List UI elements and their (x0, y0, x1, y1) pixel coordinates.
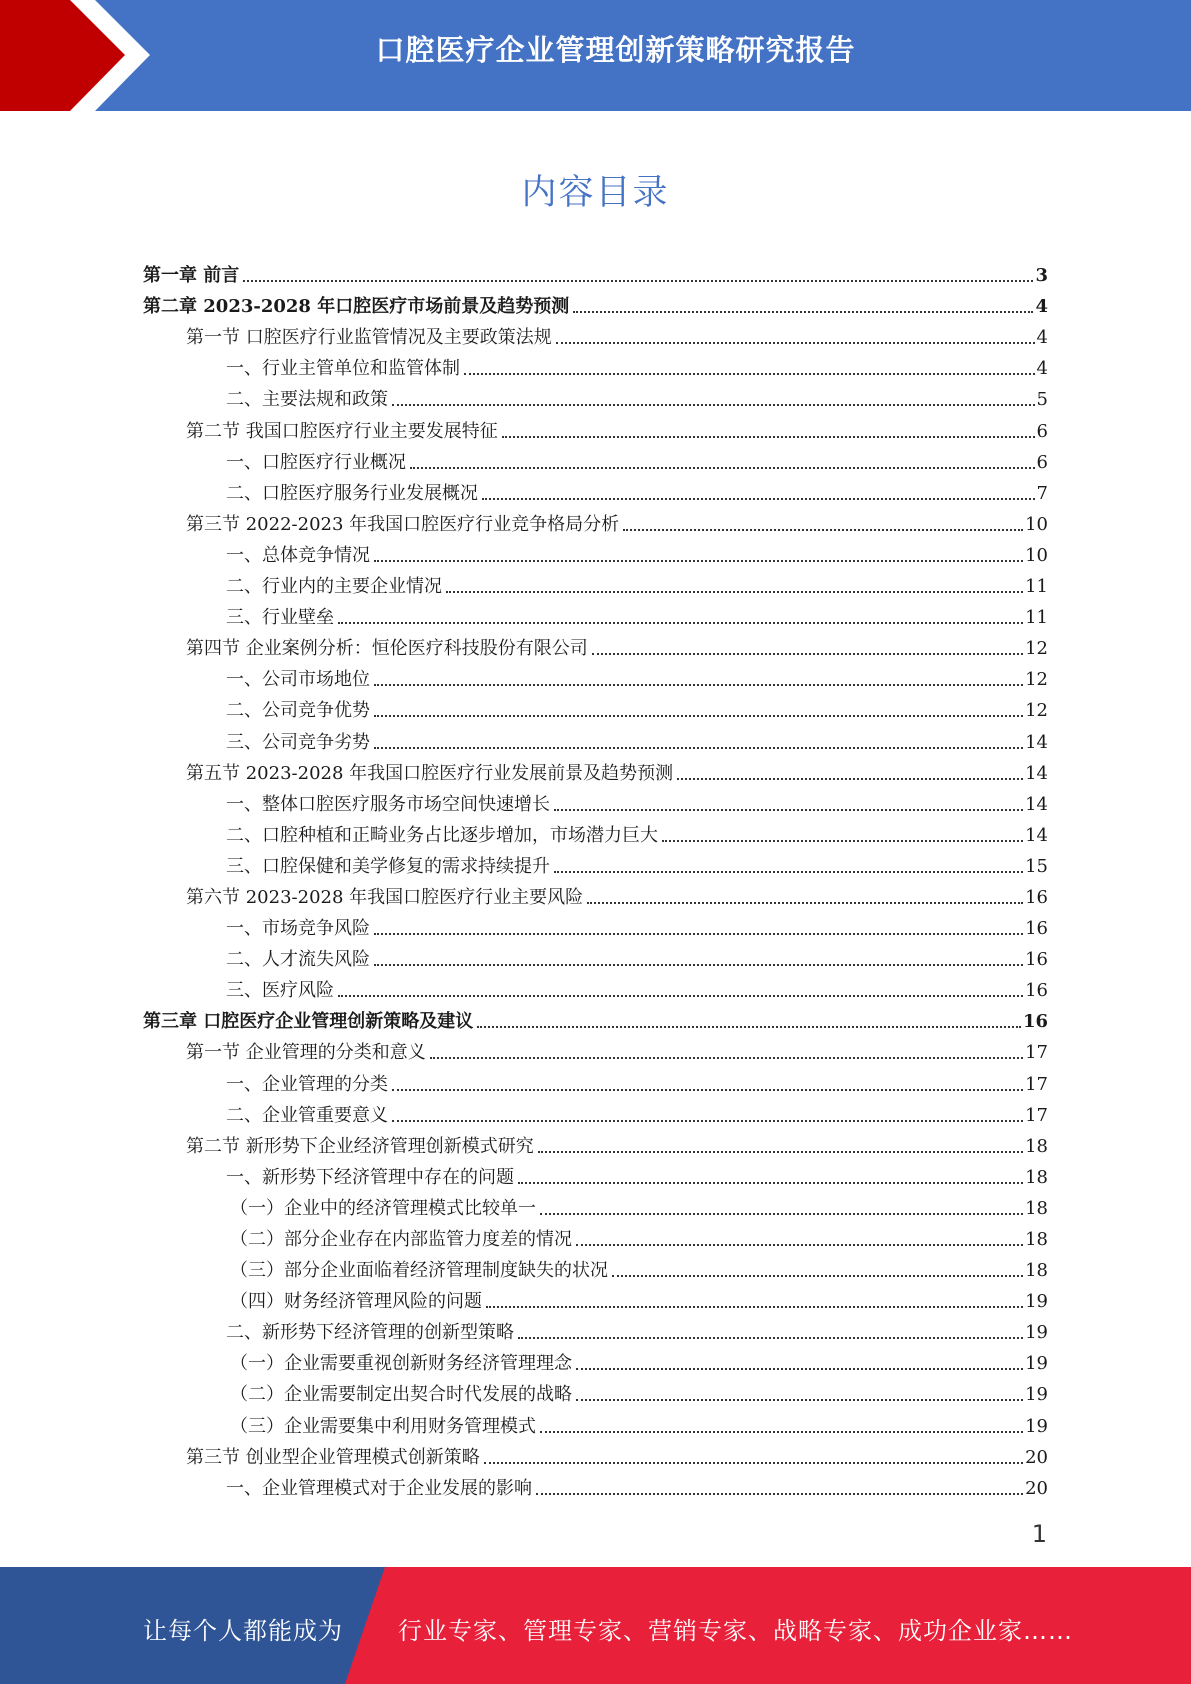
toc-dot-leader (518, 1182, 1023, 1184)
toc-entry[interactable] (0, 1282, 1191, 1313)
toc-entry-page: 4 (1036, 327, 1048, 349)
toc-entry-page: 4 (1036, 358, 1048, 380)
toc-entry-title: 二、行业内的主要企业情况 (226, 576, 442, 598)
toc-entry[interactable] (0, 1251, 1191, 1282)
toc-entry-title: 第一节 口腔医疗行业监管情况及主要政策法规 (186, 327, 552, 349)
toc-entry-page: 16 (1025, 886, 1048, 908)
toc-dot-leader (477, 1026, 1021, 1028)
toc-dot-leader (374, 684, 1023, 686)
footer-slogan-left: 让每个人都能成为 (143, 1617, 343, 1645)
toc-entry-page: 19 (1025, 1291, 1048, 1313)
toc-entry-title: 第三节 创业型企业管理模式创新策略 (186, 1446, 480, 1468)
toc-dot-leader (464, 373, 1035, 375)
toc-entry-title: 二、企业管重要意义 (226, 1104, 388, 1126)
toc-entry[interactable] (0, 1064, 1191, 1095)
toc-entry-page: 3 (1035, 265, 1048, 287)
toc-dot-leader (392, 404, 1035, 406)
toc-entry-page: 20 (1025, 1446, 1048, 1468)
toc-entry-page: 18 (1025, 1197, 1048, 1219)
toc-entry-page: 20 (1025, 1477, 1048, 1499)
toc-entry-page: 16 (1025, 949, 1048, 971)
toc-entry-page: 14 (1025, 824, 1048, 846)
toc-entry-page: 18 (1025, 1229, 1048, 1250)
table-of-contents (0, 256, 1191, 1500)
toc-entry[interactable] (0, 567, 1191, 598)
toc-entry[interactable] (0, 971, 1191, 1002)
toc-entry-title: 第一章 前言 (143, 265, 240, 287)
toc-dot-leader (446, 591, 1023, 593)
toc-entry-page: 17 (1025, 1042, 1048, 1064)
toc-entry-title: 一、口腔医疗行业概况 (226, 451, 406, 473)
toc-entry-title: 二、主要法规和政策 (226, 389, 388, 411)
toc-dot-leader (554, 809, 1023, 811)
toc-dot-leader (538, 1151, 1023, 1153)
toc-dot-leader (662, 840, 1023, 842)
toc-dot-leader (612, 1275, 1023, 1277)
toc-entry-title: （一）企业需要重视创新财务经济管理理念 (230, 1353, 572, 1375)
toc-entry-title: 第四节 企业案例分析：恒伦医疗科技股份有限公司 (186, 638, 588, 660)
toc-entry[interactable] (0, 1469, 1191, 1500)
toc-entry-page: 18 (1025, 1166, 1048, 1188)
toc-entry-title: 一、新形势下经济管理中存在的问题 (226, 1166, 514, 1188)
toc-entry-page: 12 (1025, 669, 1048, 691)
document-title: 口腔医疗企业管理创新策略研究报告 (375, 33, 856, 67)
toc-entry[interactable] (0, 1189, 1191, 1220)
toc-entry[interactable] (0, 505, 1191, 536)
toc-heading: 内容目录 (521, 173, 670, 213)
toc-entry[interactable] (0, 1033, 1191, 1064)
toc-entry[interactable] (0, 1096, 1191, 1127)
toc-entry-page: 16 (1022, 1011, 1048, 1033)
toc-entry-title: （四）财务经济管理风险的问题 (230, 1291, 482, 1313)
toc-entry-page: 19 (1025, 1353, 1048, 1375)
toc-dot-leader (587, 902, 1023, 904)
toc-entry-title: 三、口腔保健和美学修复的需求持续提升 (226, 855, 550, 877)
toc-entry[interactable] (0, 1438, 1191, 1469)
toc-dot-leader (623, 529, 1023, 531)
toc-entry-title: 第三章 口腔医疗企业管理创新策略及建议 (143, 1011, 474, 1033)
toc-entry[interactable] (0, 940, 1191, 971)
toc-entry-title: 一、公司市场地位 (226, 669, 370, 691)
toc-entry-title: 一、行业主管单位和监管体制 (226, 358, 460, 380)
toc-entry-page: 4 (1035, 296, 1048, 318)
toc-entry[interactable] (0, 1344, 1191, 1375)
toc-entry-title: 一、市场竞争风险 (226, 918, 370, 940)
toc-entry[interactable] (0, 847, 1191, 878)
toc-dot-leader (392, 1089, 1023, 1091)
toc-entry-title: 第二节 我国口腔医疗行业主要发展特征 (186, 420, 498, 442)
toc-entry-title: 二、公司竞争优势 (226, 700, 370, 722)
toc-entry[interactable] (0, 256, 1191, 287)
toc-entry[interactable] (0, 691, 1191, 722)
toc-entry[interactable] (0, 1375, 1191, 1406)
toc-entry-title: 一、企业管理模式对于企业发展的影响 (226, 1477, 532, 1499)
toc-entry[interactable] (0, 909, 1191, 940)
page-number: 1 (1031, 1520, 1047, 1548)
toc-entry-title: 一、整体口腔医疗服务市场空间快速增长 (226, 793, 550, 815)
toc-dot-leader (484, 1462, 1023, 1464)
toc-entry-title: 三、公司竞争劣势 (226, 731, 370, 753)
toc-dot-leader (430, 1057, 1023, 1059)
toc-entry-page: 14 (1025, 793, 1048, 815)
toc-entry-page: 15 (1025, 855, 1048, 877)
toc-entry-page: 19 (1025, 1322, 1048, 1344)
toc-entry[interactable] (0, 785, 1191, 816)
toc-entry-page: 10 (1025, 544, 1048, 566)
toc-dot-leader (576, 1368, 1023, 1370)
toc-dot-leader (338, 622, 1023, 624)
toc-dot-leader (592, 653, 1023, 655)
toc-dot-leader (374, 715, 1023, 717)
toc-entry-page: 5 (1036, 389, 1048, 411)
toc-dot-leader (243, 280, 1033, 282)
toc-entry[interactable] (0, 1406, 1191, 1437)
toc-entry-title: 第三节 2022-2023 年我国口腔医疗行业竞争格局分析 (186, 513, 620, 535)
toc-entry-title: （二）部分企业存在内部监管力度差的情况 (230, 1229, 572, 1250)
toc-entry-title: 第六节 2023-2028 年我国口腔医疗行业主要风险 (186, 886, 584, 908)
toc-entry-title: 第一节 企业管理的分类和意义 (186, 1042, 426, 1064)
toc-entry-title: 第二章 2023-2028 年口腔医疗市场前景及趋势预测 (143, 296, 570, 318)
toc-entry-page: 19 (1025, 1415, 1048, 1437)
toc-entry[interactable] (0, 722, 1191, 753)
toc-dot-leader (374, 933, 1023, 935)
toc-dot-leader (338, 995, 1023, 997)
toc-dot-leader (374, 560, 1023, 562)
toc-entry[interactable] (0, 411, 1191, 442)
toc-entry-title: （二）企业需要制定出契合时代发展的战略 (230, 1384, 572, 1406)
toc-dot-leader (540, 1431, 1023, 1433)
toc-entry-page: 17 (1025, 1104, 1048, 1126)
toc-entry-title: （三）部分企业面临着经济管理制度缺失的状况 (230, 1260, 608, 1282)
toc-entry[interactable] (0, 474, 1191, 505)
toc-entry[interactable] (0, 878, 1191, 909)
toc-entry[interactable] (0, 660, 1191, 691)
toc-entry-page: 14 (1025, 731, 1048, 753)
toc-dot-leader (410, 467, 1035, 469)
toc-entry[interactable] (0, 536, 1191, 567)
toc-entry-page: 12 (1025, 700, 1048, 722)
toc-entry-title: 第五节 2023-2028 年我国口腔医疗行业发展前景及趋势预测 (186, 762, 674, 784)
toc-entry[interactable] (0, 1002, 1191, 1033)
toc-dot-leader (482, 498, 1035, 500)
toc-entry-page: 18 (1025, 1135, 1048, 1157)
toc-entry-title: 一、企业管理的分类 (226, 1073, 388, 1095)
toc-entry-title: （三）企业需要集中利用财务管理模式 (230, 1415, 536, 1437)
footer-slogan-right: 行业专家、管理专家、营销专家、战略专家、成功企业家…… (398, 1617, 1073, 1645)
header-band (0, 0, 1191, 111)
toc-dot-leader (392, 1120, 1023, 1122)
toc-dot-leader (573, 311, 1033, 313)
toc-dot-leader (536, 1493, 1023, 1495)
toc-dot-leader (502, 436, 1035, 438)
toc-entry[interactable] (0, 1127, 1191, 1158)
toc-dot-leader (486, 1306, 1023, 1308)
toc-entry-title: 二、口腔医疗服务行业发展概况 (226, 482, 478, 504)
toc-entry[interactable] (0, 629, 1191, 660)
toc-entry-title: 三、医疗风险 (226, 980, 334, 1002)
toc-entry[interactable] (0, 443, 1191, 474)
toc-entry-page: 11 (1025, 576, 1048, 598)
toc-entry-page: 6 (1036, 451, 1048, 473)
toc-entry[interactable] (0, 1313, 1191, 1344)
toc-entry-title: 二、新形势下经济管理的创新型策略 (226, 1322, 514, 1344)
toc-entry[interactable] (0, 1158, 1191, 1189)
toc-dot-leader (576, 1399, 1023, 1401)
toc-entry[interactable] (0, 754, 1191, 785)
footer-band (0, 1567, 1191, 1684)
toc-entry-title: 一、总体竞争情况 (226, 544, 370, 566)
toc-entry-title: 三、行业壁垒 (226, 607, 334, 629)
toc-entry[interactable] (0, 598, 1191, 629)
toc-dot-leader (374, 747, 1023, 749)
toc-dot-leader (677, 778, 1023, 780)
toc-entry-page: 16 (1025, 918, 1048, 940)
toc-entry[interactable] (0, 318, 1191, 349)
toc-entry-page: 16 (1025, 980, 1048, 1002)
toc-entry[interactable] (0, 349, 1191, 380)
toc-entry[interactable] (0, 1220, 1191, 1251)
toc-entry-title: 第二节 新形势下企业经济管理创新模式研究 (186, 1135, 534, 1157)
toc-dot-leader (374, 964, 1023, 966)
toc-entry-page: 19 (1025, 1384, 1048, 1406)
toc-entry[interactable] (0, 816, 1191, 847)
toc-entry-title: 二、人才流失风险 (226, 949, 370, 971)
toc-entry-page: 10 (1025, 513, 1048, 535)
toc-entry-page: 11 (1025, 607, 1048, 629)
toc-dot-leader (518, 1337, 1023, 1339)
toc-entry[interactable] (0, 380, 1191, 411)
toc-dot-leader (556, 342, 1035, 344)
toc-entry-page: 14 (1025, 762, 1048, 784)
toc-entry-page: 6 (1036, 420, 1048, 442)
toc-entry-page: 17 (1025, 1073, 1048, 1095)
toc-entry[interactable] (0, 287, 1191, 318)
toc-dot-leader (554, 871, 1023, 873)
toc-entry-title: 二、口腔种植和正畸业务占比逐步增加，市场潜力巨大 (226, 824, 658, 846)
toc-entry-title: （一）企业中的经济管理模式比较单一 (230, 1197, 536, 1219)
toc-entry-page: 12 (1025, 638, 1048, 660)
toc-dot-leader (576, 1244, 1023, 1246)
toc-dot-leader (540, 1213, 1023, 1215)
toc-entry-page: 7 (1036, 482, 1048, 504)
toc-entry-page: 18 (1025, 1260, 1048, 1282)
